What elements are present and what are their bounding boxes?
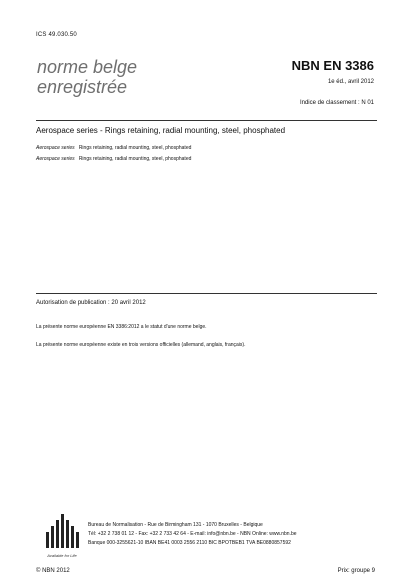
ics-code: ICS 49.030.50 <box>36 32 77 38</box>
brand-line-1: norme belge <box>37 57 138 77</box>
brand-title <box>37 57 137 97</box>
edition-date: 1e éd., avril 2012 <box>327 79 374 85</box>
publication-authorisation: Autorisation de publication : 20 avril 2012 <box>36 300 146 306</box>
alt-title-1-series: Aerospace series <box>36 145 75 151</box>
nbn-logo-icon <box>40 510 84 550</box>
standard-number: NBN EN 3386 <box>291 58 374 73</box>
document-title: Aerospace series - Rings retaining, radial mounting, steel, phosphated <box>36 126 286 135</box>
alt-title-1-text: Rings retaining, radial mounting, steel, phosphated <box>78 145 192 151</box>
top-divider <box>36 120 377 121</box>
versions-paragraph: La présente norme européenne existe en trois versions officielles (allemand, anglais, français). <box>36 342 246 348</box>
alt-title-2-series: Aerospace series <box>36 156 75 162</box>
alt-title-2 <box>36 156 191 162</box>
status-paragraph: La présente norme européenne EN 3386:2012 a le statut d'une norme belge. <box>36 324 207 330</box>
classification-index: Indice de classement : N 01 <box>299 100 374 106</box>
price-group: Prix: groupe 9 <box>337 568 375 574</box>
phone-email-line: Tél: +32 2 738 01 12 - Fax: +32 2 733 42 64 - E-mail: info@nbn.be - NBN Online: www.nbn.be <box>88 531 297 537</box>
alt-title-2-text: Rings retaining, radial mounting, steel, phosphated <box>78 156 192 162</box>
brand-line-2: enregistrée <box>37 77 128 97</box>
contact-block <box>88 521 297 548</box>
address-line: Bureau de Normalisation - Rue de Birmingham 131 - 1070 Bruxelles - Belgique <box>88 522 263 528</box>
copyright: © NBN 2012 <box>36 568 70 574</box>
middle-divider <box>36 293 377 294</box>
bank-line: Banque 000-3255621-10 IBAN BE41 0003 2556 2110 BIC BPOTBEB1 TVA BE0880857592 <box>88 540 291 546</box>
logo-caption: Available for Life <box>47 553 77 558</box>
alt-title-1 <box>36 145 191 151</box>
